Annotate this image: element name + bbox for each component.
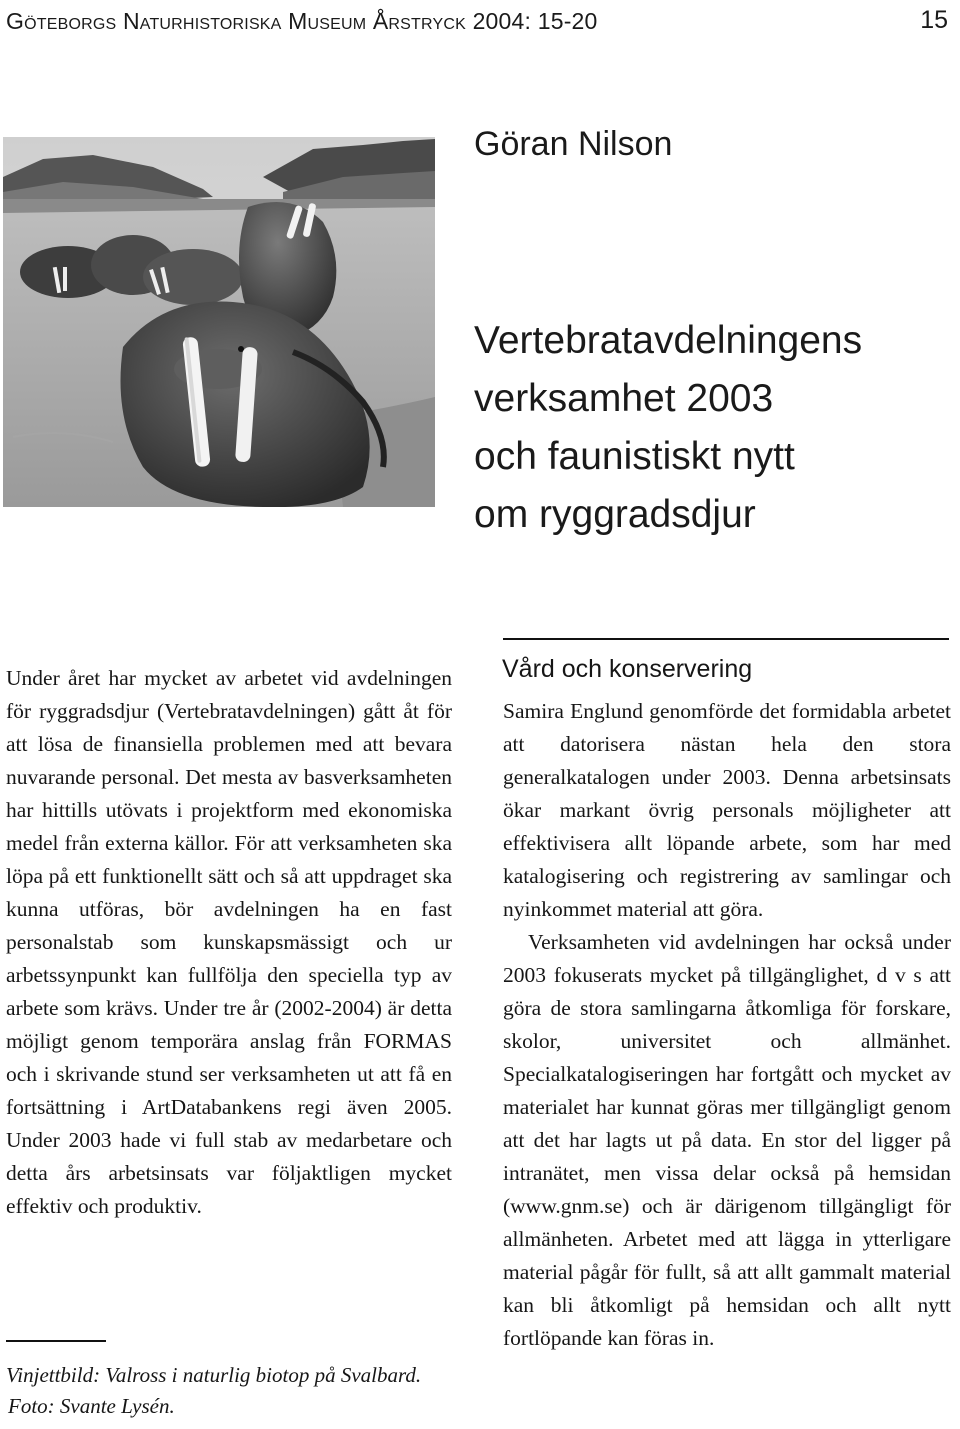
section-divider	[503, 638, 949, 640]
left-column	[6, 662, 452, 1223]
photo-caption	[6, 1360, 476, 1422]
body-paragraph: Under året har mycket av arbetet vid avdelningen för ryggradsdjur (Vertebratavdelningen) gått åt för att lösa de finansiella problemen med att bevara nuvarande personal. Det mesta av basverksamheten har hittills utövats i projektform med ekonomiska medel från externa källor. För att verksamheten ska löpa på ett funktionellt sätt och så att uppdraget ska kunna utföras, bör avdelningen ha en fast personalstab som kunskapsmässigt och ur arbetssynpunkt kan fullfölja den speciella typ av arbete som krävs. Under tre år (2002-2004) är detta möjligt genom temporära anslag från FORMAS och i skrivande stund ser verksamheten ut att få en fortsättning i ArtDatabankens regi även 2005. Under 2003 hade vi full stab av medarbetare och detta års arbetsinsats var följaktligen mycket effektiv och produktiv.	[6, 666, 452, 1218]
caption-line: Foto: Svante Lysén.	[8, 1394, 175, 1418]
author-name: Göran Nilson	[474, 125, 673, 163]
walrus-photo	[3, 137, 435, 507]
title-line: verksamhet 2003	[474, 377, 774, 420]
title-line: och faunistiskt nytt	[474, 435, 795, 478]
right-column	[503, 695, 951, 1355]
caption-line: Vinjettbild: Valross i naturlig biotop på Svalbard.	[6, 1363, 422, 1387]
page-number: 15	[920, 6, 948, 34]
section-heading: Vård och konservering	[502, 655, 753, 683]
walrus-illustration	[3, 137, 435, 507]
body-paragraph: Verksamheten vid avdelningen har också under 2003 fokuserats mycket på tillgänglighet, d v s att göra de stora samlingarna åtkomliga för forskare, skolor, universitet och allmänhet. Specialkatalogiseringen har fortgått och mycket av materialet har kunnat göras mer tillgängligt genom att det har lagts ut på data. En stor del ligger på intranätet, men vissa delar också på hemsidan (www.gnm.se) och är därigenom tillgängligt för allmänheten. Arbetet med att lägga in ytterligare material pågår för fullt, så att allt gammalt material kan bli åtkomligt på hemsidan och allt nytt fortlöpande kan föras in.	[503, 930, 951, 1350]
running-header-journal: Göteborgs Naturhistoriska Museum Årstryck 2004: 15-20	[6, 8, 598, 34]
title-line: om ryggradsdjur	[474, 493, 756, 536]
footnote-divider	[6, 1340, 106, 1342]
title-line: Vertebratavdelningens	[474, 319, 863, 362]
article-title	[474, 312, 960, 544]
body-paragraph: Samira Englund genomförde det formidabla arbetet att datorisera nästan hela den stora generalkatalogen under 2003. Denna arbetsinsats ökar markant övrig personals möjligheter att effektivisera allt löpande arbete, som har med katalogisering och registrering av samlingar och nyinkommet material att göra.	[503, 699, 951, 921]
